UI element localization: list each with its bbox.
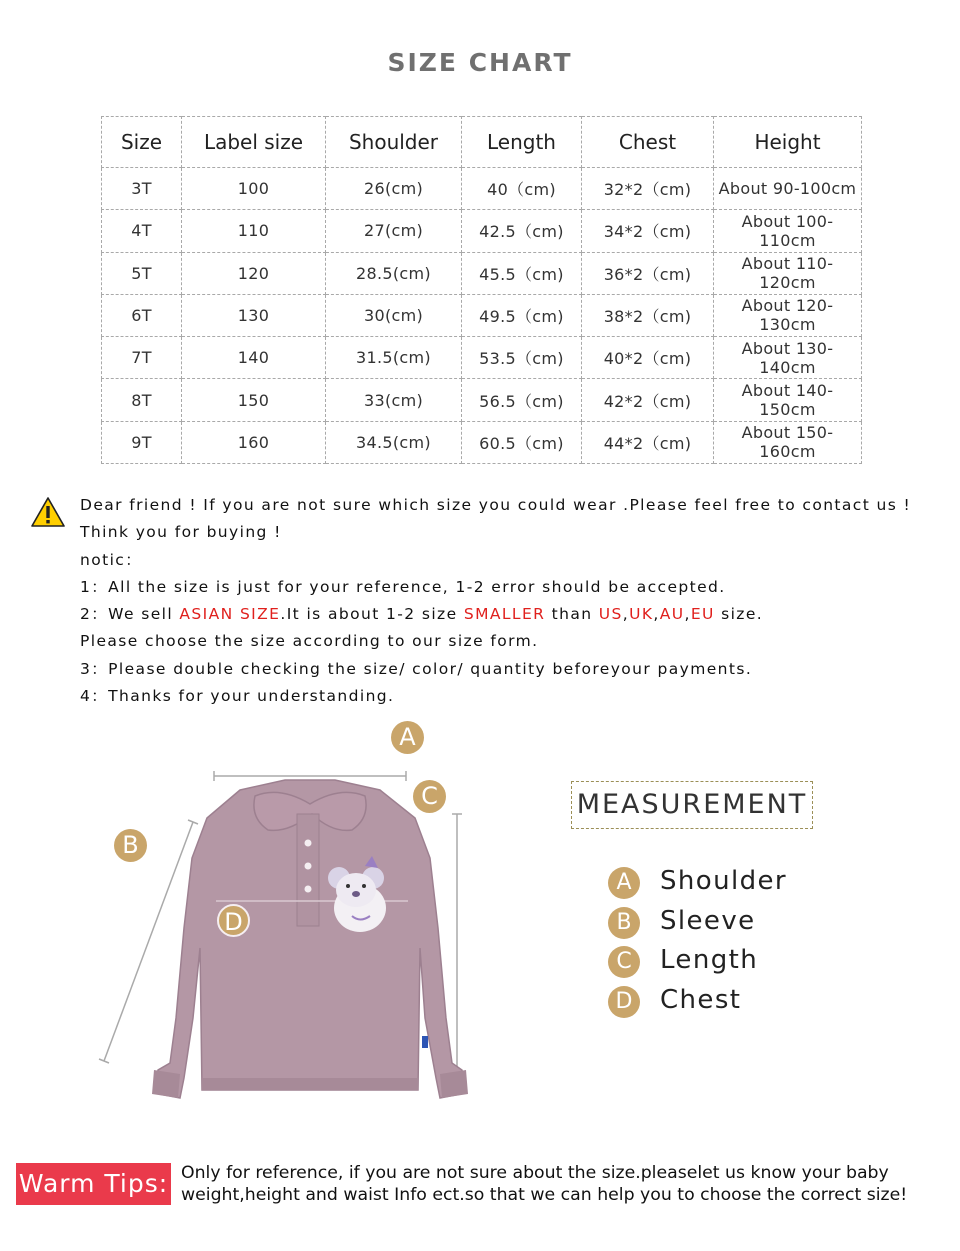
cell-size: 9T: [102, 421, 182, 463]
header-shoulder: Shoulder: [326, 117, 462, 168]
cell-height: About 150-160cm: [714, 421, 862, 463]
table-row: [102, 168, 862, 210]
legend-item-length: [608, 945, 908, 985]
cell-shoulder: 31.5(cm): [326, 337, 462, 379]
tips-line: weight,height and waist Info ect.so that we can help you to choose the correct size!: [181, 1184, 908, 1205]
cell-size: 5T: [102, 252, 182, 294]
table-row: [102, 294, 862, 336]
cell-chest: 34*2（cm): [582, 210, 714, 252]
size-chart-table: [101, 116, 862, 464]
cell-label-size: 150: [182, 379, 326, 421]
cell-chest: 38*2（cm): [582, 294, 714, 336]
cell-shoulder: 34.5(cm): [326, 421, 462, 463]
cell-length: 45.5（cm): [462, 252, 582, 294]
cell-label-size: 160: [182, 421, 326, 463]
tips-line: Only for reference, if you are not sure about the size.pleaselet us know your baby: [181, 1163, 889, 1183]
cell-shoulder: 30(cm): [326, 294, 462, 336]
marker-c-badge: C: [413, 780, 446, 813]
letter-a-badge: A: [608, 867, 640, 899]
cell-length: 49.5（cm): [462, 294, 582, 336]
shirt-illustration: [90, 718, 510, 1108]
cell-label-size: 130: [182, 294, 326, 336]
warning-icon: [31, 497, 65, 527]
legend-item-sleeve: [608, 906, 908, 946]
note-text: .It is about 1-2 size: [280, 605, 464, 624]
table-row: [102, 379, 862, 421]
legend-label: Chest: [660, 984, 742, 1015]
header-chest: Chest: [582, 117, 714, 168]
note-line-asian-size: [80, 601, 950, 628]
cell-label-size: 110: [182, 210, 326, 252]
cell-chest: 44*2（cm): [582, 421, 714, 463]
cell-chest: 40*2（cm): [582, 337, 714, 379]
au-highlight: AU: [659, 605, 685, 624]
cell-size: 8T: [102, 379, 182, 421]
cell-shoulder: 33(cm): [326, 379, 462, 421]
comma: ,: [653, 605, 660, 624]
marker-d-badge: D: [217, 904, 250, 937]
uk-highlight: UK: [629, 605, 654, 624]
header-label-size: Label size: [182, 117, 326, 168]
measurement-legend: [608, 866, 908, 1024]
header-length: Length: [462, 117, 582, 168]
marker-b-badge: B: [114, 829, 147, 862]
cell-length: 60.5（cm): [462, 421, 582, 463]
comma: ,: [622, 605, 630, 624]
cell-height: About 90-100cm: [714, 168, 862, 210]
note-line: notic：: [80, 550, 143, 569]
header-size: Size: [102, 117, 182, 168]
page-title: SIZE CHART: [387, 48, 573, 77]
table-header-row: [102, 117, 862, 168]
cell-label-size: 140: [182, 337, 326, 379]
cell-shoulder: 26(cm): [326, 168, 462, 210]
note-text: size.: [714, 605, 764, 624]
cell-size: 3T: [102, 168, 182, 210]
legend-label: Sleeve: [660, 905, 756, 936]
note-line: Please choose the size according to our size form.: [80, 632, 539, 651]
note-line: 3：Please double checking the size/ color/ quantity beforeyour payments.: [80, 659, 753, 678]
legend-label: Shoulder: [660, 866, 787, 896]
letter-d-badge: D: [608, 986, 640, 1018]
letter-c-badge: C: [608, 946, 640, 978]
notes-block: [80, 492, 950, 710]
cell-length: 40（cm): [462, 168, 582, 210]
cell-shoulder: 28.5(cm): [326, 252, 462, 294]
cell-length: 53.5（cm): [462, 337, 582, 379]
table-row: [102, 210, 862, 252]
cell-height: About 120-130cm: [714, 294, 862, 336]
cell-size: 7T: [102, 337, 182, 379]
cell-chest: 36*2（cm): [582, 252, 714, 294]
note-line: Dear friend ! If you are not sure which size you could wear .Please feel free to contact us !: [80, 496, 912, 514]
cell-size: 6T: [102, 294, 182, 336]
note-text: than: [545, 605, 599, 624]
legend-item-shoulder: [608, 866, 908, 906]
cell-chest: 32*2（cm): [582, 168, 714, 210]
shirt-diagram: [90, 718, 510, 1108]
measurement-title: MEASUREMENT: [571, 781, 813, 829]
note-text: 2：We sell: [80, 605, 180, 624]
cell-chest: 42*2（cm): [582, 379, 714, 421]
table-row: [102, 252, 862, 294]
cell-length: 56.5（cm): [462, 379, 582, 421]
header-height: Height: [714, 117, 862, 168]
legend-label: Length: [660, 945, 759, 975]
cell-height: About 130-140cm: [714, 337, 862, 379]
cell-label-size: 120: [182, 252, 326, 294]
us-highlight: US: [598, 605, 623, 624]
legend-item-chest: [608, 985, 908, 1025]
cell-height: About 100-110cm: [714, 210, 862, 252]
letter-b-badge: B: [608, 907, 640, 939]
cell-height: About 140-150cm: [714, 379, 862, 421]
comma: ,: [684, 605, 691, 624]
note-line: 4：Thanks for your understanding.: [80, 687, 395, 706]
warm-tips-text: [181, 1163, 951, 1206]
cell-size: 4T: [102, 210, 182, 252]
note-line: 1：All the size is just for your reference, 1-2 error should be accepted.: [80, 577, 726, 596]
marker-a-badge: A: [391, 721, 424, 754]
warm-tips-tag: Warm Tips:: [16, 1163, 171, 1205]
cell-shoulder: 27(cm): [326, 210, 462, 252]
cell-label-size: 100: [182, 168, 326, 210]
note-line: Think you for buying !: [80, 523, 282, 542]
cell-height: About 110-120cm: [714, 252, 862, 294]
eu-highlight: EU: [690, 605, 715, 624]
smaller-highlight: SMALLER: [463, 605, 546, 624]
cell-length: 42.5（cm): [462, 210, 582, 252]
asian-size-highlight: ASIAN SIZE: [179, 605, 281, 624]
table-row: [102, 421, 862, 463]
table-row: [102, 337, 862, 379]
